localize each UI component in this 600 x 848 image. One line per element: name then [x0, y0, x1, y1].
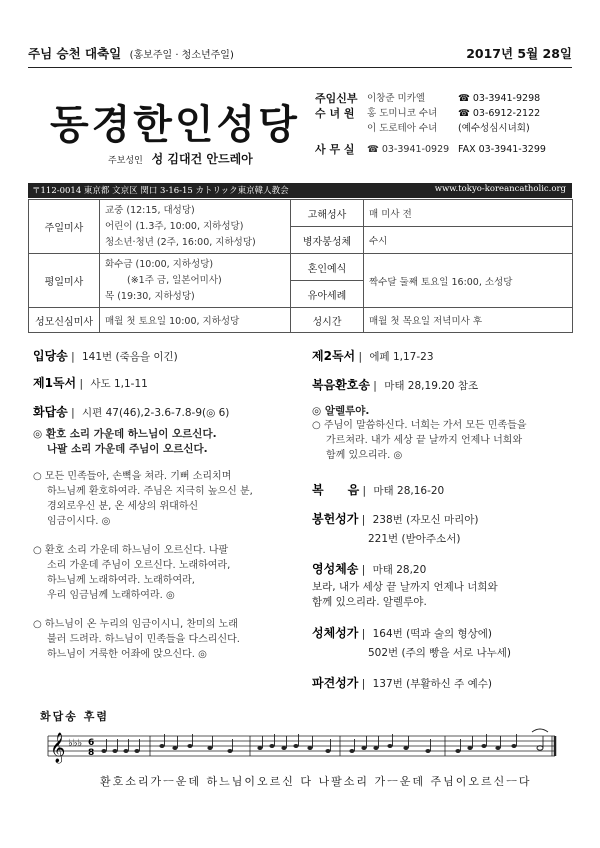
patron-label: 주보성인 — [108, 156, 143, 166]
schedule-line: 목 (19:30, 지하성당) — [105, 290, 195, 302]
wedding-label: 혼인예식 — [291, 254, 364, 281]
psalm-response — [33, 427, 303, 457]
contact-value: 이 도로테아 수녀 — [367, 123, 438, 134]
patron-name: 성 김대건 안드레아 — [151, 152, 253, 166]
communion-label: 성체성가 — [312, 626, 359, 640]
address-bar — [28, 183, 572, 198]
gospel: 복 음 | 마태 28,16-20 — [312, 483, 445, 497]
psalm-value: 시편 47(46),2-3.6-7.8-9(◎ 6) — [82, 407, 230, 419]
verse-line: 불러 드려라. 하느님이 민족들을 다스리신다. — [47, 634, 240, 645]
verse-line: 하느님이 거룩한 어좌에 앉으신다. ◎ — [47, 649, 207, 660]
website-link[interactable]: www.tokyo-koreancatholic.org — [434, 184, 566, 194]
verse-line: ○ 주님이 말씀하신다. 너희는 가서 모든 민족들을 — [312, 420, 527, 431]
contact-phone: ☎ 03-3941-9298 — [458, 93, 541, 104]
first-reading: 제1독서 | 사도 1,1-11 — [33, 376, 148, 390]
psalm-verse-3 — [33, 617, 303, 662]
contact-phone: FAX 03-3941-3299 — [458, 144, 546, 155]
recessional-label: 파견성가 — [312, 676, 359, 690]
verse-line: 임금이시다. ◎ — [47, 516, 111, 527]
entrance-hymn-value: 141번 (죽음을 이긴) — [82, 351, 178, 363]
feast-note: (홍보주일 · 청소년주일) — [129, 50, 234, 61]
marian-mass-label: 성모신심미사 — [29, 308, 100, 333]
verse-line: 하느님께 환호하여라. 주님은 지극히 높으신 분, — [47, 486, 253, 497]
alleluia-verse — [312, 418, 574, 463]
gospel-value: 마태 28,16-20 — [373, 485, 445, 497]
table-row — [29, 200, 573, 227]
recessional-value: 137번 (부활하신 주 예수) — [372, 678, 492, 690]
communion-hymn: 성체성가 | 164번 (떡과 술의 형상에) 502번 (주의 빵을 서로 나누세) — [312, 624, 574, 660]
fermata-icon — [532, 729, 548, 732]
verse-line: 가르쳐라. 내가 세상 끝 날까지 언제나 너희와 — [326, 435, 523, 446]
confession-label: 고해성사 — [291, 200, 364, 227]
contact-label: 수 녀 원 — [315, 107, 355, 120]
left-column — [33, 347, 303, 676]
contact-phone: (예수성심시녀회) — [458, 123, 530, 134]
right-column — [312, 347, 574, 698]
music-score — [40, 724, 560, 772]
verse-line: 함께 있으리라. 알렐루야. — [312, 596, 427, 608]
contact-label: 주임신부 — [315, 92, 358, 105]
verse-line: 하느님께 노래하여라. 노래하여라, — [47, 575, 195, 586]
sick-communion-label: 병자봉성체 — [291, 227, 364, 254]
schedule-line: 교중 (12:15, 대성당) — [105, 204, 195, 216]
communion-antiphon-value: 마태 28,20 — [372, 564, 427, 576]
marian-mass-value: 매월 첫 토요일 10:00, 지하성당 — [100, 308, 291, 333]
psalm-verse-2 — [33, 543, 303, 603]
sick-communion-value: 수시 — [364, 227, 573, 254]
refrain-title: 화답송 후렴 — [40, 710, 109, 723]
mass-schedule-table — [28, 199, 573, 333]
second-reading-label: 제2독서 — [312, 349, 356, 363]
sunday-mass-label: 주일미사 — [29, 200, 100, 254]
feast-name: 주님 승천 대축일 — [28, 46, 122, 61]
entrance-hymn-label: 입당송 — [33, 349, 68, 363]
verse-line: 경외로우신 분, 온 세상의 위대하신 — [47, 501, 199, 512]
sunday-mass-times — [100, 200, 291, 254]
bulletin-date: 2017년 5월 28일 — [466, 46, 572, 61]
communion-value: 502번 (주의 빵을 서로 나누세) — [368, 647, 512, 659]
feast-title — [28, 44, 234, 62]
weekday-mass-times — [100, 254, 291, 308]
alleluia: ◎ 알렐루야. — [312, 405, 370, 417]
offertory-label: 봉헌성가 — [312, 512, 359, 526]
table-row — [29, 308, 573, 333]
first-reading-value: 사도 1,1-11 — [90, 378, 148, 390]
holy-hour-value: 매월 첫 목요일 저녁미사 후 — [364, 308, 573, 333]
communion-antiphon-text — [312, 580, 574, 610]
gospel-acclamation: 복음환호송 | 마태 28,19.20 참조 — [312, 378, 479, 392]
patron-saint — [108, 150, 253, 167]
verse-line: ○ 환호 소리 가운데 하느님이 오르신다. 나팔 — [33, 545, 229, 556]
communion-antiphon: 영성체송 | 마태 28,20 보라, 내가 세상 끝 날까지 언제나 너희와 함께 있으리라. 알렐루야. — [312, 560, 574, 610]
response-line: 나팔 소리 가운데 주님이 오르신다. — [47, 443, 208, 455]
baptism-label: 유아세례 — [291, 281, 364, 308]
gospel-acclamation-label: 복음환호송 — [312, 378, 370, 392]
gospel-acclamation-value: 마태 28,19.20 참조 — [384, 380, 479, 392]
verse-line: 우리 임금님께 노래하여라. ◎ — [47, 590, 175, 601]
note-stems — [107, 734, 544, 751]
verse-line: ○ 하느님이 온 누리의 임금이시니, 찬미의 노래 — [33, 619, 238, 630]
holy-hour-label: 성시간 — [291, 308, 364, 333]
psalm-verse-1 — [33, 469, 303, 529]
weekday-mass-label: 평일미사 — [29, 254, 100, 308]
verse-line: 보라, 내가 세상 끝 날까지 언제나 너희와 — [312, 581, 498, 593]
flat-icon: ♭♭♭ — [68, 738, 83, 749]
communion-value: 164번 (떡과 술의 형상에) — [372, 628, 492, 640]
offertory-value: 238번 (자모신 마리아) — [372, 514, 479, 526]
schedule-line: 화수금 (10:00, 지하성당) — [105, 258, 214, 270]
gospel-label: 복 음 — [312, 483, 360, 497]
schedule-line: (※1주 금, 일본어미사) — [127, 274, 222, 286]
address-text: 〒112-0014 東京都 文京区 関口 3-16-15 カトリック東京韓人教会 — [32, 186, 289, 196]
recessional-hymn: 파견성가 | 137번 (부활하신 주 예수) — [312, 676, 492, 690]
refrain-lyrics: 환호소리가ㅡ운데 하느님이오르신 다 나팔소리 가ㅡ운데 주님이오르신ㅡ다 — [100, 775, 532, 788]
music-notes — [101, 744, 543, 753]
contact-value: ☎ 03-3941-0929 — [367, 144, 450, 155]
header-divider — [28, 67, 572, 68]
response-line: ◎ 환호 소리 가운데 하느님이 오르신다. — [33, 428, 217, 440]
treble-clef-icon: 𝄞 — [50, 733, 66, 763]
schedule-line: 어린이 (1.3주, 10:00, 지하성당) — [105, 220, 244, 232]
first-reading-label: 제1독서 — [33, 376, 77, 390]
time-signature-icon: 6 — [88, 738, 95, 748]
contact-value: 이창준 미카엘 — [367, 93, 426, 104]
parish-name: 동경한인성당 — [50, 102, 300, 148]
communion-antiphon-label: 영성체송 — [312, 562, 359, 576]
verse-line: ○ 모든 민족들아, 손뼉을 쳐라. 기뻐 소리치며 — [33, 471, 232, 482]
verse-line: 함께 있으리라. ◎ — [326, 450, 403, 461]
second-reading-value: 에페 1,17-23 — [369, 351, 434, 363]
confession-value: 매 미사 전 — [364, 200, 573, 227]
schedule-line: 청소년·청년 (2주, 16:00, 지하성당) — [105, 236, 256, 248]
contact-phone: ☎ 03-6912-2122 — [458, 108, 541, 119]
second-reading: 제2독서 | 에페 1,17-23 — [312, 349, 434, 363]
time-signature-icon: 8 — [88, 748, 95, 758]
psalm-label: 화답송 — [33, 405, 68, 419]
psalm: 화답송 | 시편 47(46),2-3.6-7.8-9(◎ 6) — [33, 405, 230, 419]
table-row — [29, 254, 573, 281]
offertory-hymn: 봉헌성가 | 238번 (자모신 마리아) 221번 (받아주소서) — [312, 510, 574, 546]
contact-label: 사 무 실 — [315, 143, 355, 156]
wedding-baptism-value: 짝수달 둘째 토요일 16:00, 소성당 — [364, 254, 573, 308]
offertory-value: 221번 (받아주소서) — [368, 533, 461, 545]
contact-value: 홍 도미니코 수녀 — [367, 108, 438, 119]
entrance-hymn: 입당송 | 141번 (죽음을 이긴) — [33, 349, 178, 363]
verse-line: 소리 가운데 주님이 오르신다. 노래하여라, — [47, 560, 231, 571]
